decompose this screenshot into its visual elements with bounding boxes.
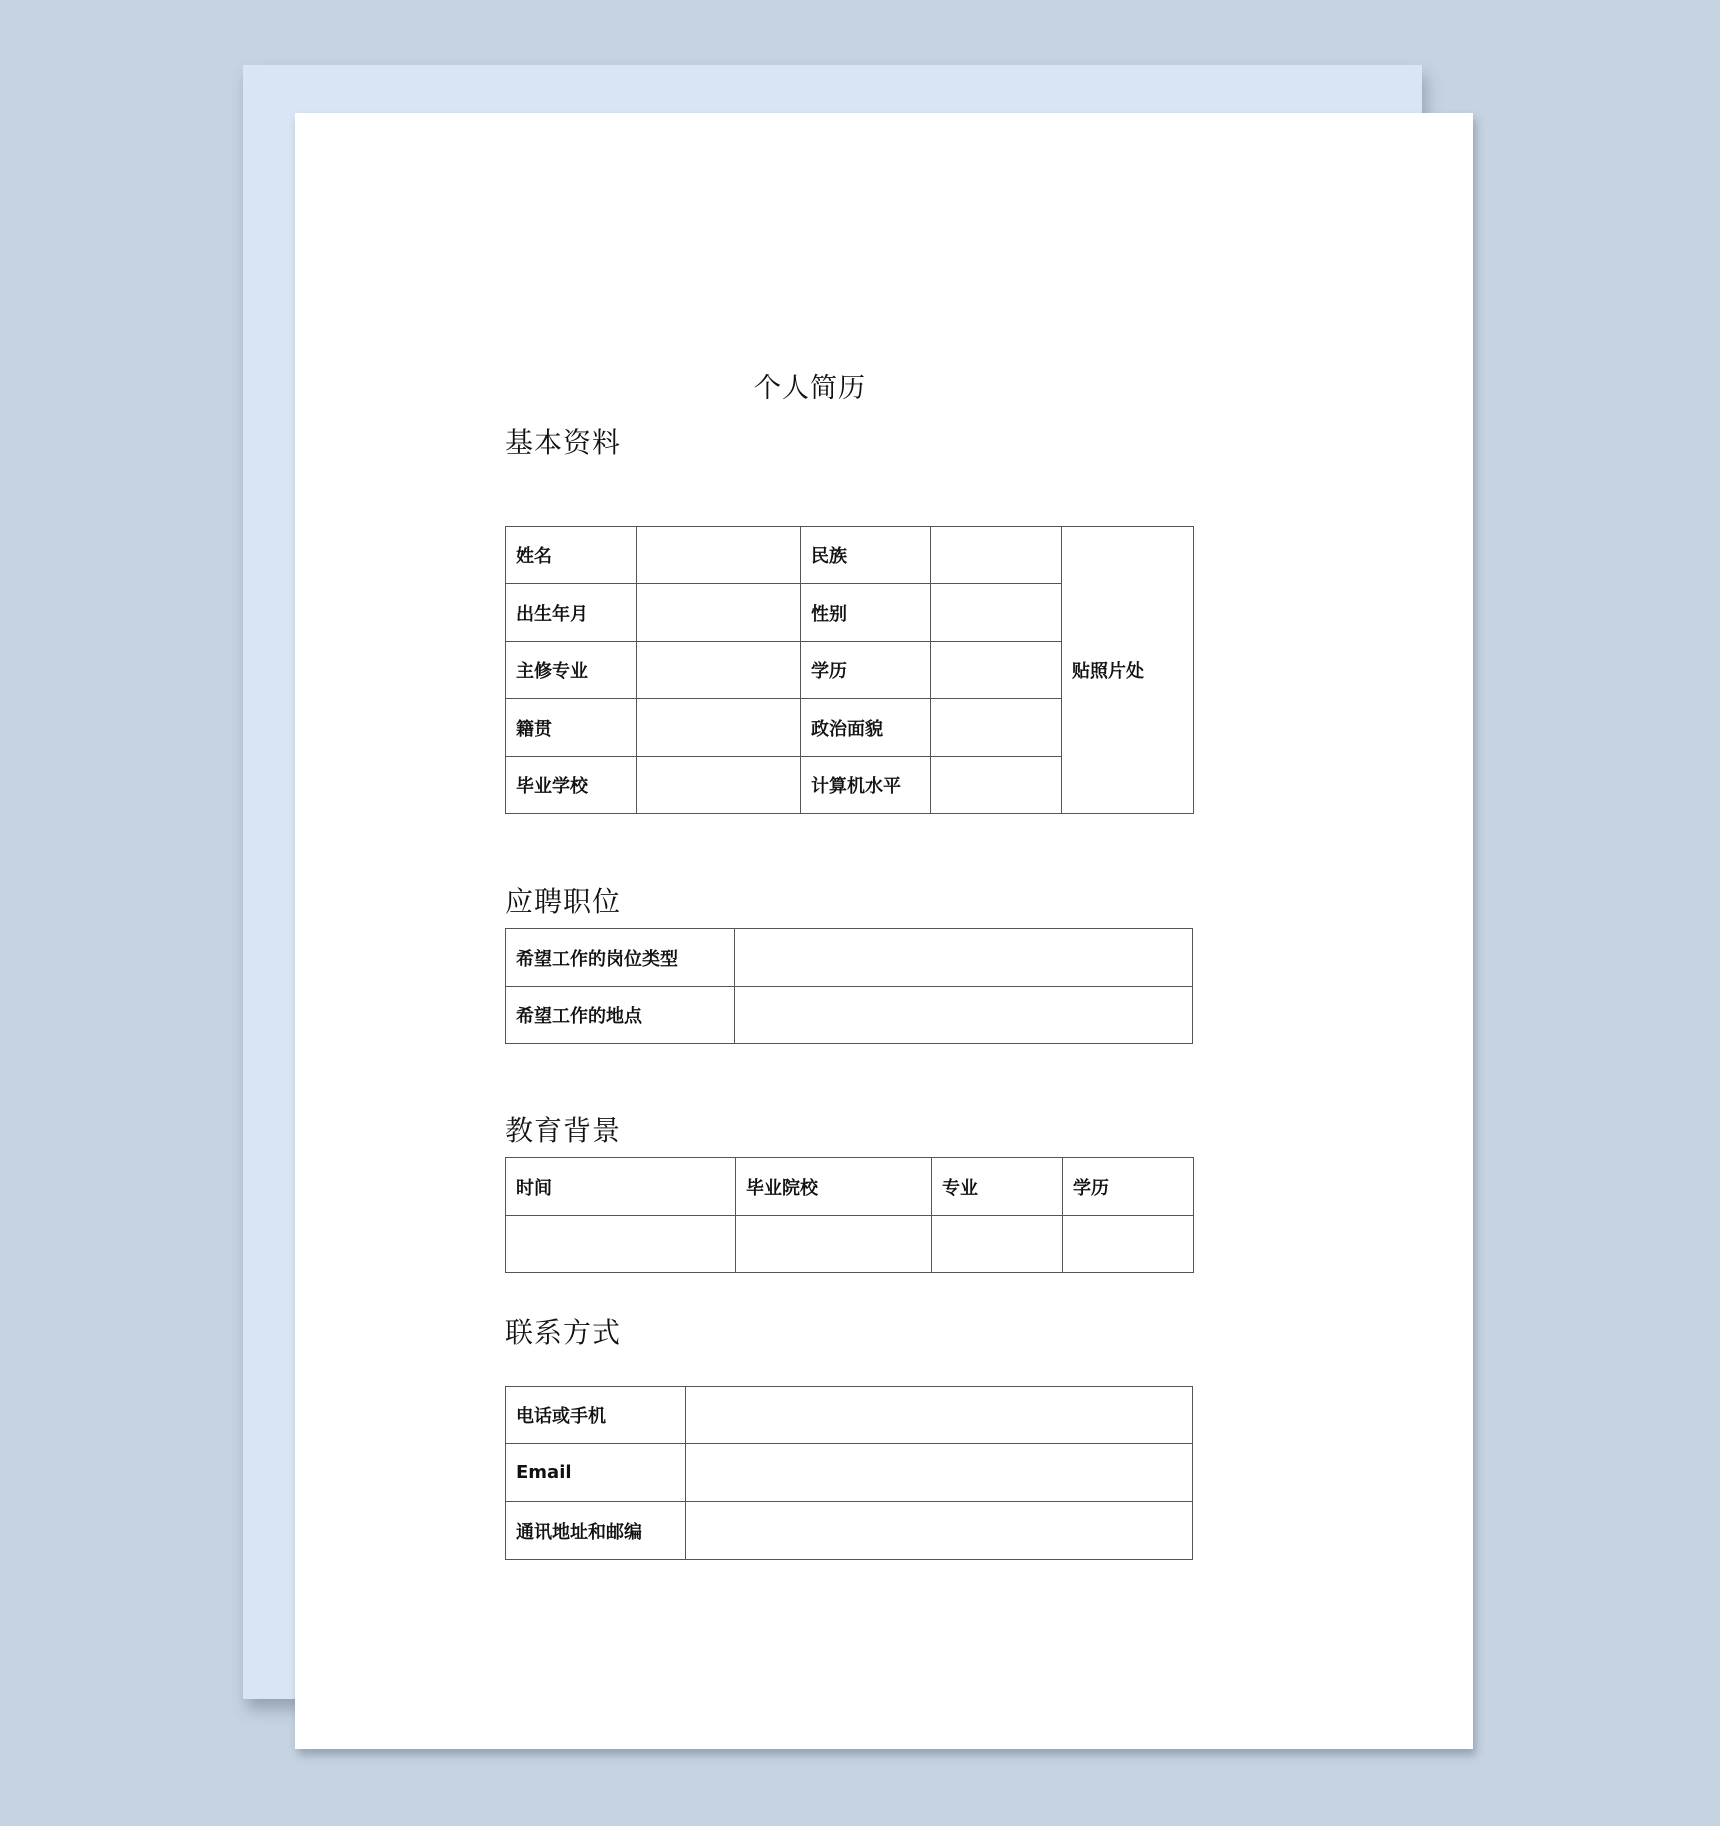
political-status-field[interactable] <box>931 699 1062 757</box>
table-row <box>506 1502 1193 1560</box>
label-job-location: 希望工作的地点 <box>506 987 735 1044</box>
school-field[interactable] <box>637 757 801 814</box>
label-major: 主修专业 <box>506 642 637 699</box>
job-location-field[interactable] <box>735 987 1193 1044</box>
section-heading-education: 教育背景 <box>505 1114 622 1147</box>
label-job-type: 希望工作的岗位类型 <box>506 929 735 987</box>
job-table <box>505 928 1193 1044</box>
photo-placeholder[interactable]: 贴照片处 <box>1062 527 1194 814</box>
phone-field[interactable] <box>686 1387 1193 1444</box>
label-name: 姓名 <box>506 527 637 584</box>
native-place-field[interactable] <box>637 699 801 757</box>
label-computer-level: 计算机水平 <box>801 757 931 814</box>
gender-field[interactable] <box>931 584 1062 642</box>
section-heading-job: 应聘职位 <box>505 885 622 918</box>
label-phone: 电话或手机 <box>506 1387 686 1444</box>
column-header-major: 专业 <box>932 1158 1063 1216</box>
label-political-status: 政治面貌 <box>801 699 931 757</box>
education-school-cell[interactable] <box>736 1216 932 1273</box>
column-header-degree: 学历 <box>1063 1158 1194 1216</box>
column-header-school: 毕业院校 <box>736 1158 932 1216</box>
degree-field[interactable] <box>931 642 1062 699</box>
education-time-cell[interactable] <box>506 1216 736 1273</box>
label-address: 通讯地址和邮编 <box>506 1502 686 1560</box>
table-row <box>506 1387 1193 1444</box>
label-school: 毕业学校 <box>506 757 637 814</box>
label-ethnicity: 民族 <box>801 527 931 584</box>
section-heading-basic: 基本资料 <box>505 426 622 459</box>
table-row <box>506 987 1193 1044</box>
table-row <box>506 1216 1194 1273</box>
job-type-field[interactable] <box>735 929 1193 987</box>
label-birth-date: 出生年月 <box>506 584 637 642</box>
education-table <box>505 1157 1194 1273</box>
label-gender: 性别 <box>801 584 931 642</box>
table-row <box>506 929 1193 987</box>
table-row <box>506 1444 1193 1502</box>
table-row <box>506 527 1194 584</box>
column-header-time: 时间 <box>506 1158 736 1216</box>
contact-table <box>505 1386 1193 1560</box>
ethnicity-field[interactable] <box>931 527 1062 584</box>
label-email: Email <box>506 1444 686 1502</box>
basic-info-table <box>505 526 1194 814</box>
label-native-place: 籍贯 <box>506 699 637 757</box>
major-field[interactable] <box>637 642 801 699</box>
section-heading-contact: 联系方式 <box>505 1316 622 1349</box>
education-major-cell[interactable] <box>932 1216 1063 1273</box>
table-header-row <box>506 1158 1194 1216</box>
education-degree-cell[interactable] <box>1063 1216 1194 1273</box>
name-field[interactable] <box>637 527 801 584</box>
label-degree: 学历 <box>801 642 931 699</box>
document-title: 个人简历 <box>754 373 866 404</box>
birth-date-field[interactable] <box>637 584 801 642</box>
email-field[interactable] <box>686 1444 1193 1502</box>
address-field[interactable] <box>686 1502 1193 1560</box>
computer-level-field[interactable] <box>931 757 1062 814</box>
